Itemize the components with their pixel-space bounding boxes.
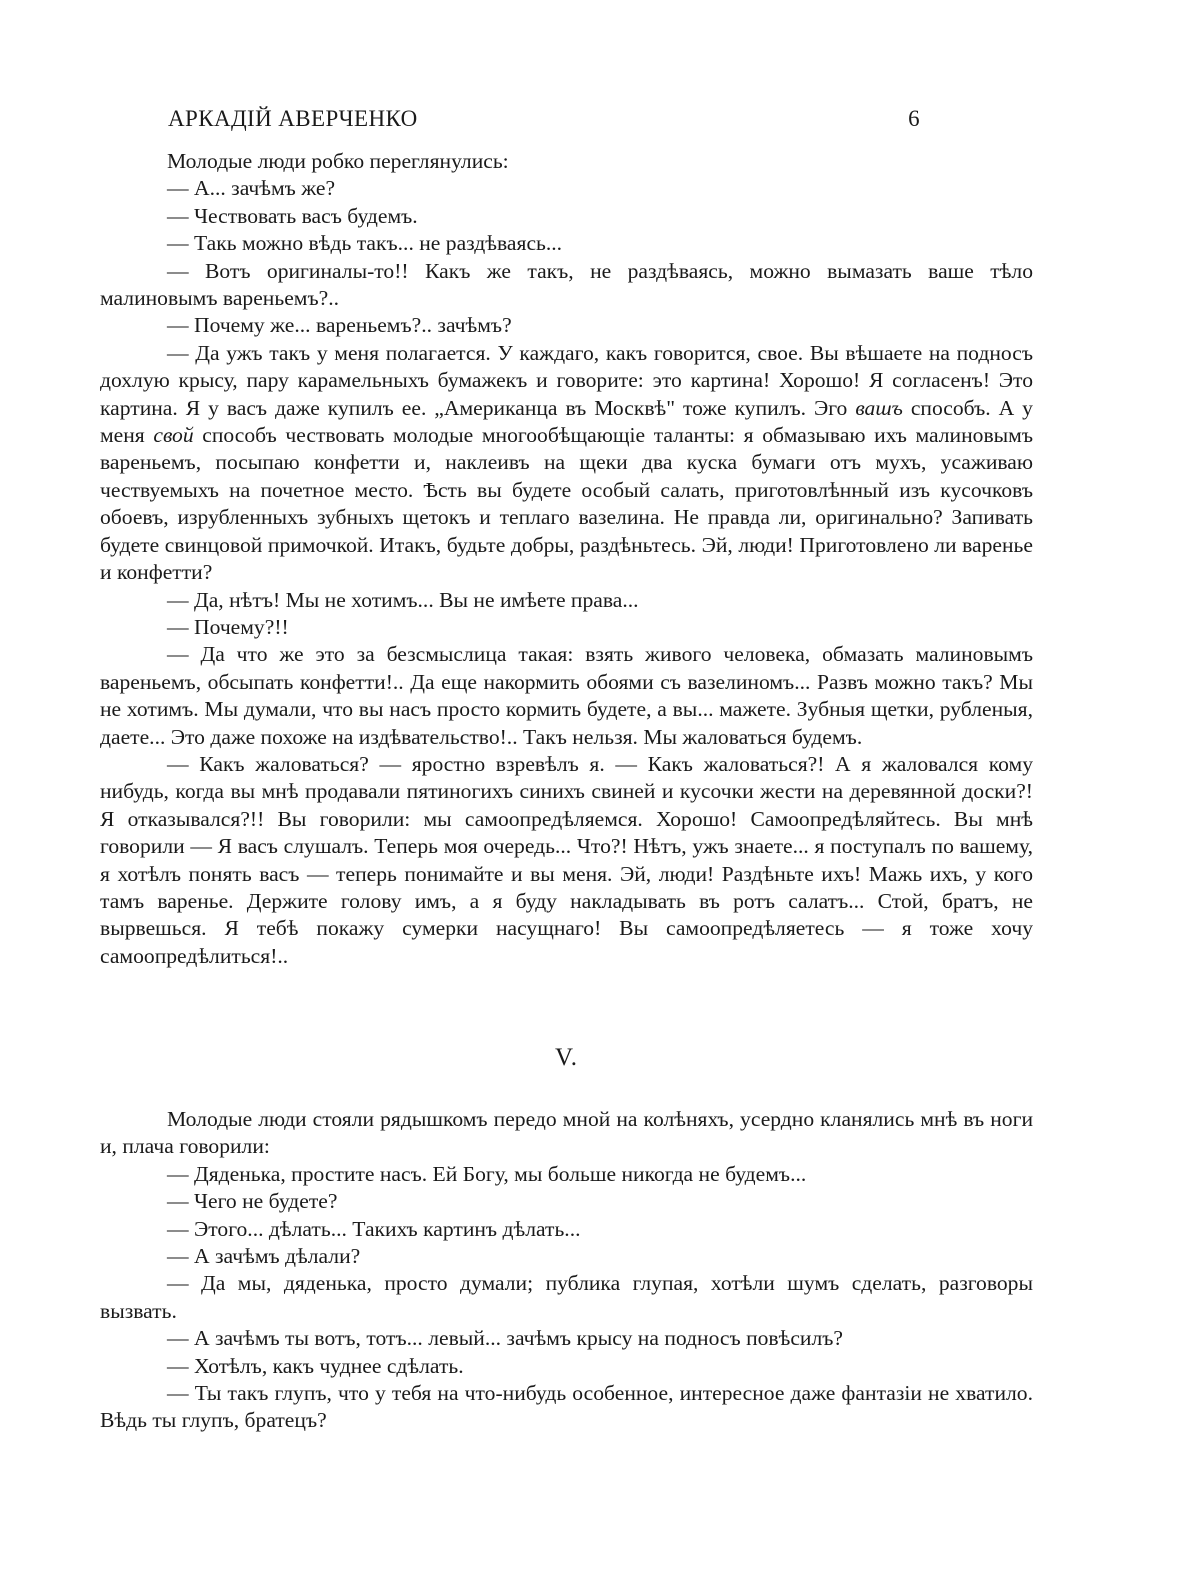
page-number: 6 <box>908 106 920 131</box>
paragraph: — Дяденька, простите насъ. Ей Богу, мы больше никогда не будемъ... <box>167 1161 807 1186</box>
paragraph: — Чествовать васъ будемъ. <box>167 203 418 228</box>
paragraph: — Такь можно вѣдь такъ... не раздѣваясь... <box>167 231 563 256</box>
paragraph: — Да, нѣтъ! Мы не хотимъ... Вы не имѣете права... <box>167 587 639 612</box>
paragraph: — А... зачѣмъ же? <box>167 176 336 201</box>
text-block-2 <box>100 1106 1033 1435</box>
paragraph: — Чего не будете? <box>167 1189 338 1214</box>
paragraph: — Да мы, дяденька, просто думали; публика глупая, хотѣли шумъ сделать, разговоры вызвать. <box>100 1271 1033 1323</box>
paragraph: — А зачѣмъ ты вотъ, тотъ... левый... зачѣмъ крысу на подносъ повѣсилъ? <box>167 1326 844 1351</box>
italic-word: свой <box>153 423 194 448</box>
paragraph: — Почему же... вареньемъ?.. зачѣмъ? <box>167 313 512 338</box>
running-head-author: АРКАДІЙ АВЕРЧЕНКО <box>168 106 418 131</box>
paragraph: — Вотъ оригиналы-то!! Какъ же такъ, не раздѣваясь, можно вымазать ваше тѣло малиновымъ вареньемъ?.. <box>100 258 1033 311</box>
paragraph-segment: способъ. А у меня <box>100 395 1033 448</box>
paragraph: — Хотѣлъ, какъ чуднее сдѣлать. <box>167 1353 464 1378</box>
paragraph: — Почему?!! <box>167 614 289 639</box>
paragraph <box>100 340 1033 587</box>
text-block-1 <box>100 148 1033 970</box>
paragraph: Молодые люди робко переглянулись: <box>167 149 509 173</box>
paragraph-segment: — Да ужъ такъ у меня полагается. У каждаго, какъ говорится, свое. Вы вѣшаете на подносъ дохлую крысу, пару карамельныхъ бумажекъ и говорите: это картина! Хорошо! Я согласенъ! Это картина. Я у васъ даже купилъ ее. „Американца въ Москвѣ" тоже купилъ. Эго <box>100 340 1033 420</box>
chapter-heading: V. <box>554 1044 579 1071</box>
italic-word: вашъ <box>855 395 903 420</box>
paragraph-segment: способъ чествовать молодые многообѣщающіе таланты: я обмазываю ихъ малиновымъ вареньемъ, посыпаю конфетти и, наклеивъ на щеки два куска бумаги отъ мухъ, усаживаю чествуемыхъ на почетное место. Ѣсть вы будете особый салать, приготовлѣнный изъ кусочковъ обоевъ, изрубленныхъ зубныхъ щетокъ и теплаго вазелина. Не правда ли, оригинально? Запивать будете свинцовой примочкой. Итакъ, будьте добры, раздѣньтесь. Эй, люди! Приготовлено ли варенье и конфетти? <box>100 423 1033 585</box>
paragraph: — Какъ жаловаться? — яростно взревѣлъ я. — Какъ жаловаться?! А я жаловался кому нибудь, когда вы мнѣ продавали пятиногихъ синихъ свиней и кусочки жести на деревянной доски?! Я отказывался?!! Вы говорили: мы самоопредѣляемся. Хорошо! Самоопредѣляйтесь. Вы мнѣ говорили — Я васъ слушалъ. Теперь моя очередь... Что?! Нѣтъ, ужъ знаете... я поступалъ по вашему, я хотѣлъ понять васъ — теперь понимайте и вы меня. Эй, люди! Раздѣньте ихъ! Мажь ихъ, у кого тамъ варенье. Держите голову имъ, а я буду накладывать въ ротъ салатъ... Стой, братъ, не вырвешься. Я тебѣ покажу сумерки насущнаго! Вы самоопредѣляетесь — я тоже хочу самоопредѣлиться!.. <box>100 751 1033 968</box>
page-header <box>168 106 920 136</box>
paragraph: — Этого... дѣлать... Такихъ картинъ дѣлать... <box>167 1216 581 1241</box>
paragraph: Молодые люди стояли рядышкомъ передо мной на колѣняхъ, усердно кланялись мнѣ въ ноги и, плача говорили: <box>100 1107 1033 1159</box>
paragraph: — А зачѣмъ дѣлали? <box>167 1244 361 1269</box>
paragraph: — Да что же это за безсмыслица такая: взять живого человека, обмазать малиновымъ вареньемъ, обсыпать конфетти!.. Да еще накормить обоями съ вазелиномъ... Развъ можно такъ? Мы не хотимъ. Мы думали, что вы насъ просто кормить будете, а вы... мажете. Зубныя щетки, рубленыя, даете... Это даже похоже на издѣвательство!.. Такъ нельзя. Мы жаловаться будемъ. <box>100 642 1033 749</box>
paragraph: — Ты такъ глупъ, что у тебя на что-нибудь особенное, интересное даже фантазіи не хватило. Вѣдь ты глупъ, братецъ? <box>100 1381 1033 1433</box>
